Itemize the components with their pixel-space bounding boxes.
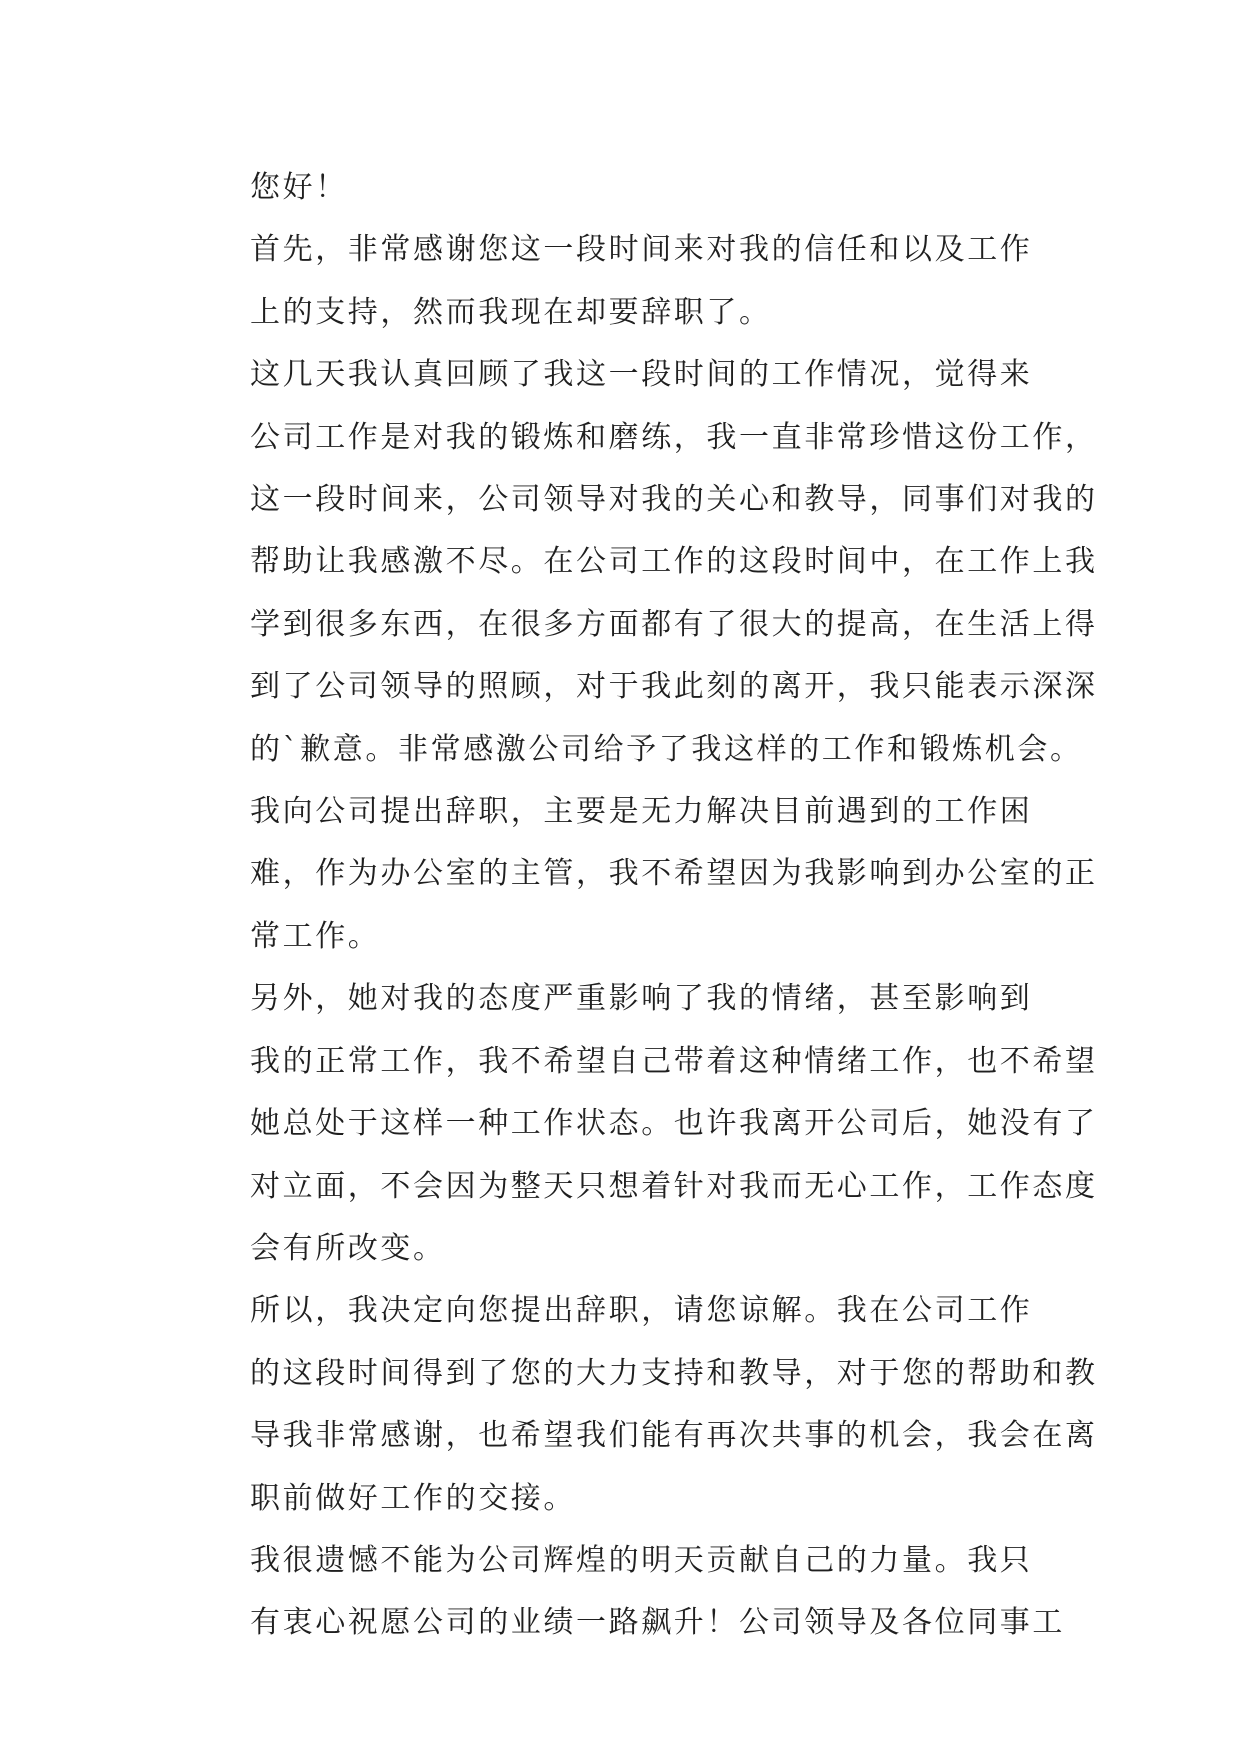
text-line: 我的正常工作，我不希望自己带着这种情绪工作，也不希望 [250,1043,1098,1079]
text-line: 这一段时间来，公司领导对我的关心和教导，同事们对我的 [250,482,1098,518]
text-line: 帮助让我感激不尽。在公司工作的这段时间中，在工作上我 [250,544,1098,580]
text-line: 学到很多东西，在很多方面都有了很大的提高，在生活上得 [250,606,1098,642]
text-line: 我很遗憾不能为公司辉煌的明天贡献自己的力量。我只 [250,1542,1033,1578]
paragraph-decision [190,1280,1098,1530]
text-line: 常工作。 [250,918,381,954]
text-line: 所以，我决定向您提出辞职，请您谅解。我在公司工作 [250,1293,1033,1329]
text-line: 对立面，不会因为整天只想着针对我而无心工作，工作态度 [250,1168,1098,1204]
text-line: 导我非常感谢，也希望我们能有再次共事的机会，我会在离 [250,1418,1098,1454]
letter-body [190,157,1098,1655]
text-line: 职前做好工作的交接。 [250,1480,576,1516]
text-line: 公司工作是对我的锻炼和磨练，我一直非常珍惜这份工作， [250,419,1098,455]
paragraph-greeting [190,157,1070,219]
text-line: 难，作为办公室的主管，我不希望因为我影响到办公室的正 [250,856,1098,892]
paragraph-closing [190,1530,1070,1655]
text-line: 的这段时间得到了您的大力支持和教导，对于您的帮助和教 [250,1355,1098,1391]
text-line: 首先，非常感谢您这一段时间来对我的信任和以及工作 [250,232,1033,268]
text-line: 到了公司领导的照顾，对于我此刻的离开，我只能表示深深 [250,669,1098,705]
text-line: 她总处于这样一种工作状态。也许我离开公司后，她没有了 [250,1106,1098,1142]
text-line: 另外，她对我的态度严重影响了我的情绪，甚至影响到 [250,981,1033,1017]
paragraph-thanks [190,219,1070,344]
text-line: 上的支持，然而我现在却要辞职了。 [250,294,772,330]
text-line: 的`歉意。非常感激公司给予了我这样的工作和锻炼机会。 [250,731,1083,767]
text-line: 有衷心祝愿公司的业绩一路飙升！公司领导及各位同事工 [250,1605,1065,1641]
text-line: 我向公司提出辞职，主要是无力解决目前遇到的工作困 [250,794,1033,830]
paragraph-colleague [190,968,1098,1280]
paragraph-reason [190,781,1098,968]
text-line: 会有所改变。 [250,1230,446,1266]
paragraph-reflection [190,344,1098,781]
text-line: 这几天我认真回顾了我这一段时间的工作情况，觉得来 [250,357,1033,393]
text-line: 您好！ [250,170,348,205]
